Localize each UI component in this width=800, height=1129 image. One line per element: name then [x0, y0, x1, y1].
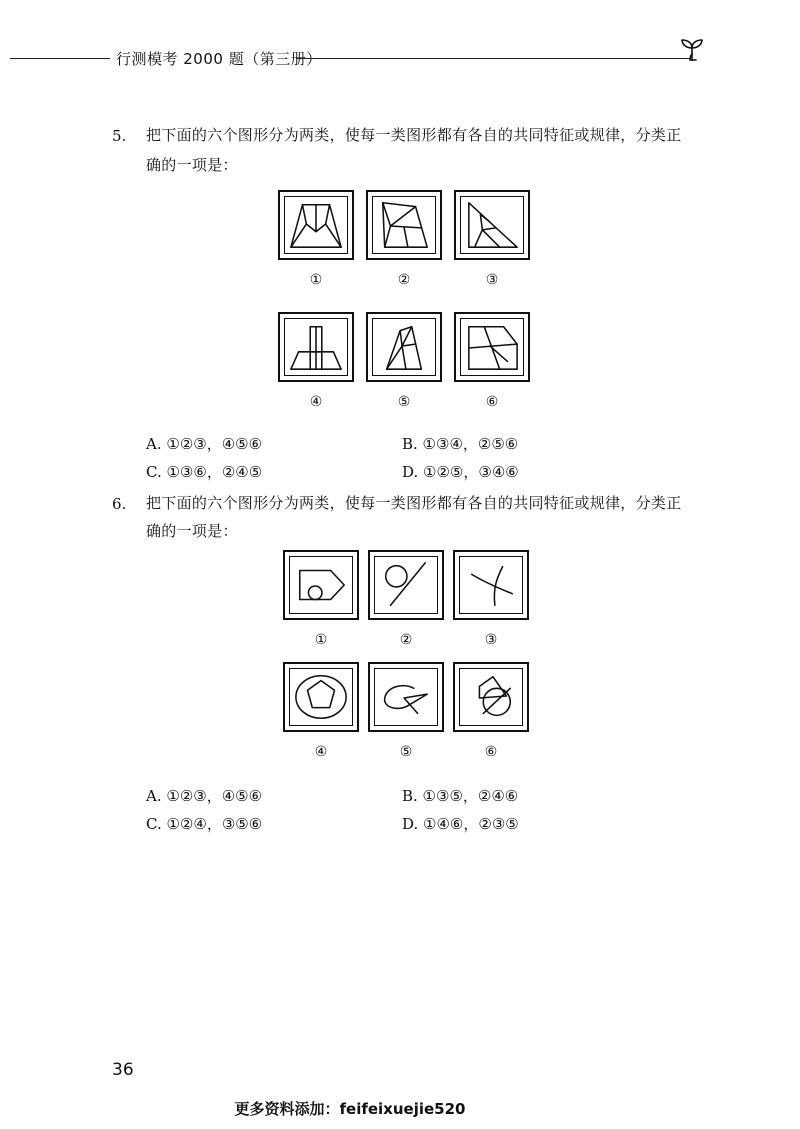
- running-header: 行测模考 2000 题（第三册）: [116, 50, 322, 68]
- q6-figure-3: [453, 550, 529, 620]
- footer-note: 更多资料添加：feifeixuejie520: [234, 1100, 466, 1118]
- q5-option-d[interactable]: D. ①②⑤，③④⑥: [402, 463, 519, 481]
- figure-label: ⑤: [399, 744, 413, 760]
- figure-label: ④: [314, 744, 328, 760]
- q6-figure-6: [453, 662, 529, 732]
- q6-figure-1: [283, 550, 359, 620]
- q6-option-c[interactable]: C. ①②④，③⑤⑥: [146, 815, 263, 833]
- triangle-split-figure-icon: [460, 196, 524, 254]
- q6-option-a[interactable]: A. ①②③，④⑤⑥: [146, 787, 263, 805]
- figure-label: ②: [397, 272, 411, 288]
- cut-rectangle-figure-icon: [460, 318, 524, 376]
- figure-label: ③: [485, 272, 499, 288]
- q5-option-a[interactable]: A. ①②③，④⑤⑥: [146, 435, 263, 453]
- page-number: 36: [112, 1060, 134, 1080]
- q6-figure-4: [283, 662, 359, 732]
- question-text-line2: 确的一项是：: [146, 522, 238, 540]
- q5-option-b[interactable]: B. ①③④，②⑤⑥: [402, 435, 519, 453]
- figure-label: ⑥: [484, 744, 498, 760]
- figure-label: ②: [399, 632, 413, 648]
- crossing-curves-figure-icon: [459, 556, 523, 614]
- trapezoid-split-figure-icon: [284, 196, 348, 254]
- pentagon-with-circle-figure-icon: [289, 556, 353, 614]
- trapezoid-with-tower-figure-icon: [284, 318, 348, 376]
- figure-label: ①: [314, 632, 328, 648]
- question-text-line1: 把下面的六个图形分为两类，使每一类图形都有各自的共同特征或规律，分类正: [146, 494, 682, 512]
- figure-label: ④: [309, 394, 323, 410]
- triangle-circle-overlap-figure-icon: [459, 668, 523, 726]
- q5-figure-2: [366, 190, 442, 260]
- figure-label: ③: [484, 632, 498, 648]
- question-text-line1: 把下面的六个图形分为两类，使每一类图形都有各自的共同特征或规律，分类正: [146, 126, 682, 144]
- pentagon-in-ellipse-figure-icon: [289, 668, 353, 726]
- question-text-line2: 确的一项是：: [146, 156, 238, 174]
- figure-label: ①: [309, 272, 323, 288]
- tall-quad-split-figure-icon: [372, 318, 436, 376]
- q5-figure-3: [454, 190, 530, 260]
- q6-figure-5: [368, 662, 444, 732]
- q5-figure-6: [454, 312, 530, 382]
- q5-figure-4: [278, 312, 354, 382]
- sprout-icon: [678, 34, 706, 62]
- header-rule-left: [10, 58, 110, 59]
- question-number: 6.: [112, 495, 127, 513]
- q5-figure-1: [278, 190, 354, 260]
- ellipse-with-loop-figure-icon: [374, 668, 438, 726]
- q5-option-c[interactable]: C. ①③⑥，②④⑤: [146, 463, 263, 481]
- q6-option-d[interactable]: D. ①④⑥，②③⑤: [402, 815, 519, 833]
- circle-with-line-figure-icon: [374, 556, 438, 614]
- quad-split-figure-icon: [372, 196, 436, 254]
- q6-figure-2: [368, 550, 444, 620]
- header-rule-right: [296, 58, 690, 59]
- q5-figure-5: [366, 312, 442, 382]
- question-number: 5.: [112, 127, 127, 145]
- figure-label: ⑥: [485, 394, 499, 410]
- figure-label: ⑤: [397, 394, 411, 410]
- q6-option-b[interactable]: B. ①③⑤，②④⑥: [402, 787, 519, 805]
